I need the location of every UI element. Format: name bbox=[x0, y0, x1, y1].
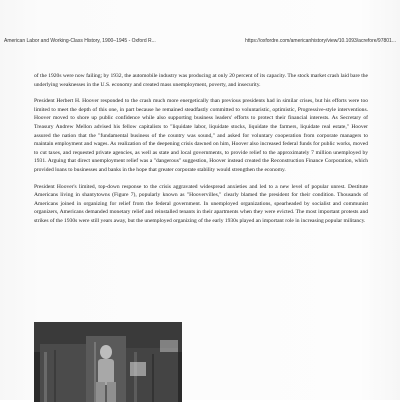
print-header-url: https://oxfordre.com/americanhistory/view/10.1093/acrefore/97801... bbox=[245, 38, 396, 44]
figure-7-photo bbox=[34, 322, 182, 402]
paragraph-1: of the 1920s were now failing; by 1932, the automobile industry was producing at only 20 percent of its capacity. The stock market crash laid bare the underlying weaknesses in the U.S. economy and created mass unemployment, poverty, and insecurity. bbox=[34, 73, 368, 88]
shantytown-photo-illustration bbox=[34, 322, 182, 402]
article-body bbox=[34, 72, 368, 234]
paragraph-3: President Hoover's limited, top-down response to the crisis aggravated widespread anxieties and led to a new level of popular unrest. Destitute Americans living in shantytowns (Figure 7), popularly known as "Hoovervilles," clearly blamed the president for their condition. Thousands of Americans joined in organizing for relief from the federal government. In unemployed organizations, spearheaded by socialist and communist organizers, Americans demanded monetary relief and reinstalled tenants in their apartments when they were evicted. The most important protests and strikes of the 1930s were still years away, but the unemployed organizing of the early 1930s played an important role in increasing popular militancy. bbox=[34, 183, 368, 224]
paragraph-2: President Herbert H. Hoover responded to the crash much more energetically than previous presidents had in similar crises, but his efforts were too limited to meet the depth of this one, in part because he remained steadfastly committed to voluntaristic, optimistic, Progressive-style interventions. Hoover moved to shore up public confidence while also supporting business leaders' efforts to protect their financial interests. As Secretary of Treasury Andrew Mellon advised his fellow capitalists to "liquidate labor, liquidate stocks, liquidate the farmers, liquidate real estate," Hoover assured the nation that the "fundamental business of the country was sound," and asked for voluntary cooperation from corporate managers to maintain employment and wages. As realization of the deepening crisis dawned on him, Hoover also increased federal funds for public works, moved to cut taxes, and requested private agencies, as well as state and local governments, to provide relief to the approximately 7 million unemployed by 1931. Arguing that direct unemployment relief was a "dangerous" suggestion, Hoover instead created the Reconstruction Finance Corporation, which provided loans to businesses and banks in the hope that greater corporate stability would strengthen the economy. bbox=[34, 98, 368, 173]
print-header bbox=[4, 38, 396, 48]
print-header-title: American Labor and Working-Class History, 1900–1945 - Oxford R... bbox=[4, 38, 156, 44]
